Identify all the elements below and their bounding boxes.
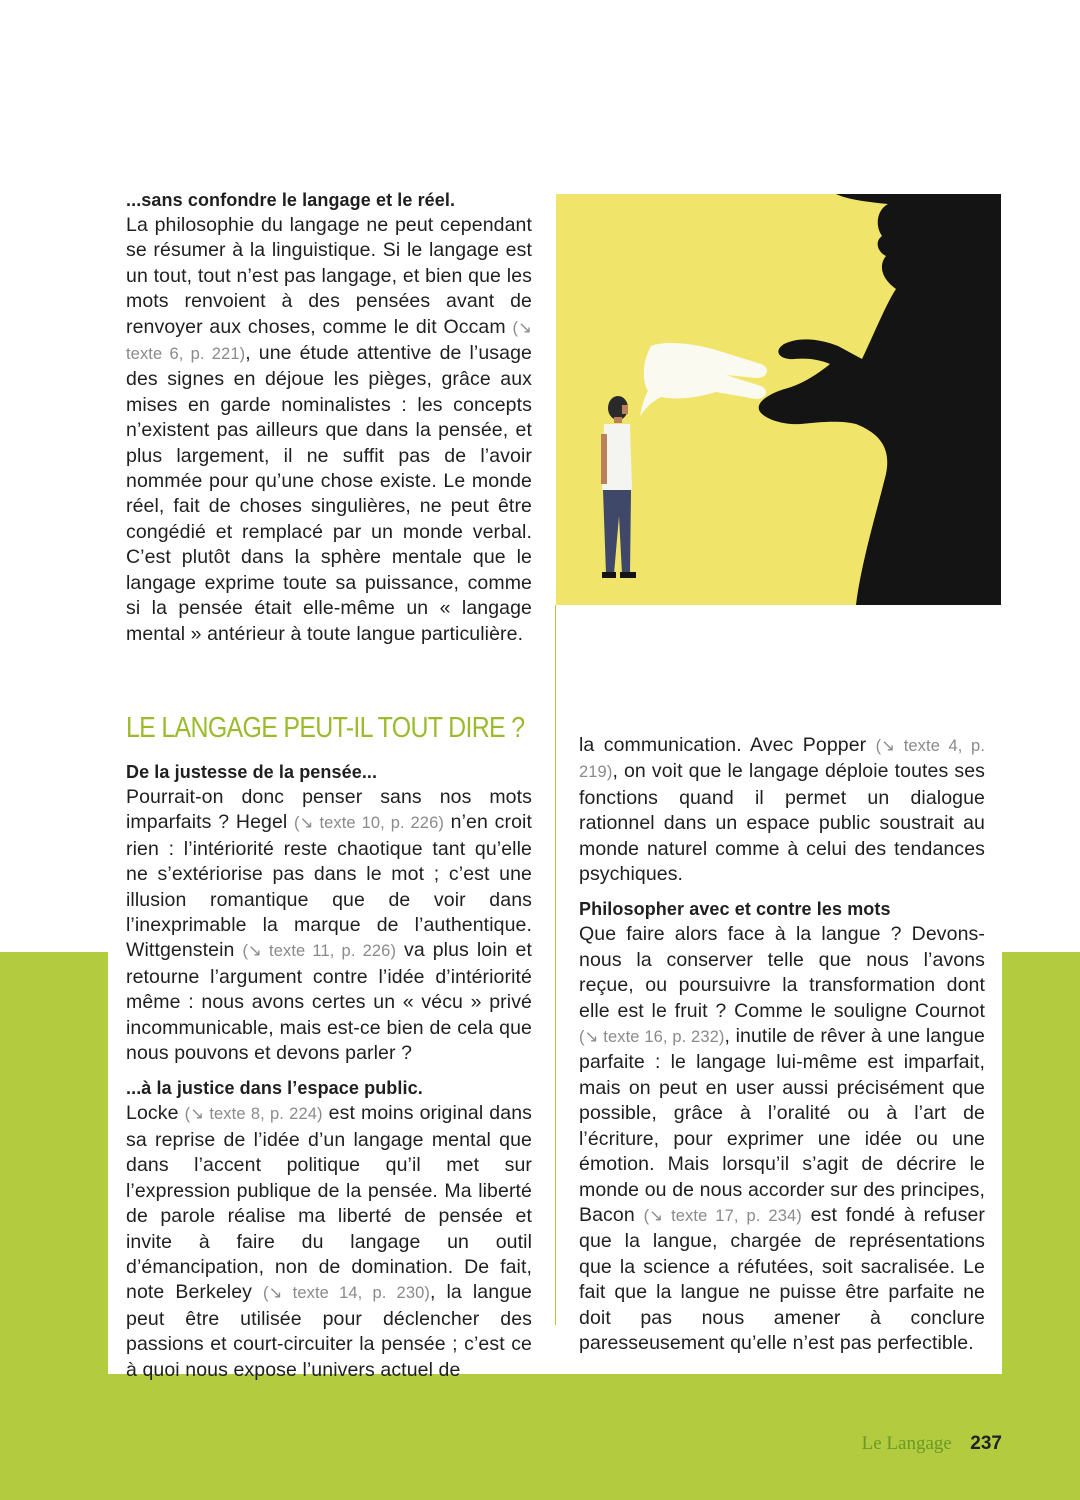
right-column <box>579 733 985 1356</box>
page-number: 237 <box>970 1433 1002 1454</box>
page-footer <box>862 1433 1002 1455</box>
speech-bubble-hand-illustration <box>556 194 1001 605</box>
left-paragraph-2 <box>126 1101 532 1382</box>
text-reference: (↘ texte 11, p. 226) <box>242 942 397 961</box>
intro-text-block <box>126 188 532 647</box>
text-reference: (↘ texte 14, p. 230) <box>262 1284 430 1303</box>
text-reference: (↘ texte 4, p. 219) <box>579 737 985 782</box>
intro-paragraph <box>126 213 532 647</box>
right-paragraph-1 <box>579 733 985 887</box>
column-divider <box>555 605 556 1325</box>
left-text: Locke <box>126 1102 185 1125</box>
intro-text-part-1: La philosophie du langage ne peut cependant se résumer à la linguistique. Si le langage est un tout, tout n’est pas langage, et bien que les mots renvoient à des pensées avant de renvoyer aux choses, comme le dit Occam <box>126 214 532 338</box>
section-title: LE LANGAGE PEUT-IL TOUT DIRE ? <box>126 712 525 744</box>
right-text: la communication. Avec Popper <box>579 734 876 756</box>
left-text: Pourrait-on donc penser sans nos mots imparfaits ? Hegel <box>126 786 532 834</box>
left-heading-2: ...à la justice dans l’espace public. <box>126 1078 423 1099</box>
left-heading-1: De la justesse de la pensée... <box>126 762 378 782</box>
right-heading: Philosopher avec et contre les mots <box>579 899 891 920</box>
left-text: va plus loin et retourne l’argument contre l’idée d’intériorité même : nous avons certes un « vécu » privé incommunicable, mais est-ce bien de cela que nous pouvons et devons parler ? <box>126 939 532 1065</box>
left-text: , la langue peut être utilisée pour déclencher des passions et court-circuiter la pensée ; c’est ce à quoi nous expose l’univers actuel de <box>126 1281 532 1381</box>
text-reference: (↘ texte 6, p. 221) <box>126 318 532 364</box>
right-text: , inutile de rêver à une langue parfaite : le langage lui-même est imparfait, mais on peut en user aussi précisément que possible, grâce à l’oralité ou à l’art de l’écriture, pour exprimer une idée ou une émotion. Mais lorsqu’il s’agit de décrire le monde ou de nous accorder sur des principes, Bacon <box>579 1025 985 1226</box>
text-reference: (↘ texte 10, p. 226) <box>294 814 444 833</box>
chapter-name: Le Langage <box>861 1433 952 1454</box>
left-text: est moins original dans sa reprise de l’idée d’un langage mental que dans l’accent politique qu’il met sur l’expression publique de la pensée. Ma liberté de parole réalise ma liberté de pensée et invite à faire du langage un outil d’émancipation, non de domination. De fait, note Berkeley <box>126 1102 532 1304</box>
left-paragraph-1 <box>126 785 532 1066</box>
left-text: n’en croit rien : l’intériorité reste chaotique tant qu’elle ne s’extériorise pas dans le mot ; c’est une illusion romantique que de voir dans l’inexprimable la marque de l’authentique. Wittgenstein <box>126 811 532 962</box>
text-reference: (↘ texte 16, p. 232) <box>579 1028 725 1047</box>
intro-heading: ...sans confondre le langage et le réel. <box>126 190 456 210</box>
right-paragraph-2 <box>579 922 985 1356</box>
intro-text-part-2: , une étude attentive de l’usage des signes en déjoue les pièges, grâce aux mises en garde nominalistes : les concepts n’existent pas ailleurs que dans la pensée, et plus largement, il ne suffit pas de l’avoir nommée pour qu’une chose existe. Le monde réel, fait de choses singulières, ne peut être congédié et remplacé par un monde verbal. C’est plutôt dans la sphère mentale que le langage exprime toute sa puissance, comme si la pensée était elle-même un « langage mental » antérieur à toute langue particulière. <box>126 342 532 645</box>
right-text: , on voit que le langage déploie toutes ses fonctions quand il permet un dialogue rationnel dans un espace public soustrait au monde naturel comme à celui des tendances psychiques. <box>579 760 985 886</box>
right-text: Que faire alors face à la langue ? Devons-nous la conserver telle que nous l’avons reçue, ou poursuivre la transformation dont elle est le fruit ? Comme le souligne Cournot <box>579 923 985 1022</box>
text-reference: (↘ texte 8, p. 224) <box>184 1105 323 1124</box>
right-text: est fondé à refuser que la langue, chargée de représentations que la science a réfutées, soit sacralisée. Le fait que la langue ne puisse être parfaite ne doit pas nous amener à conclure paresseusement qu’elle n’est pas perfectible. <box>579 1203 985 1354</box>
text-reference: (↘ texte 17, p. 234) <box>643 1206 802 1225</box>
left-column <box>126 760 532 1383</box>
